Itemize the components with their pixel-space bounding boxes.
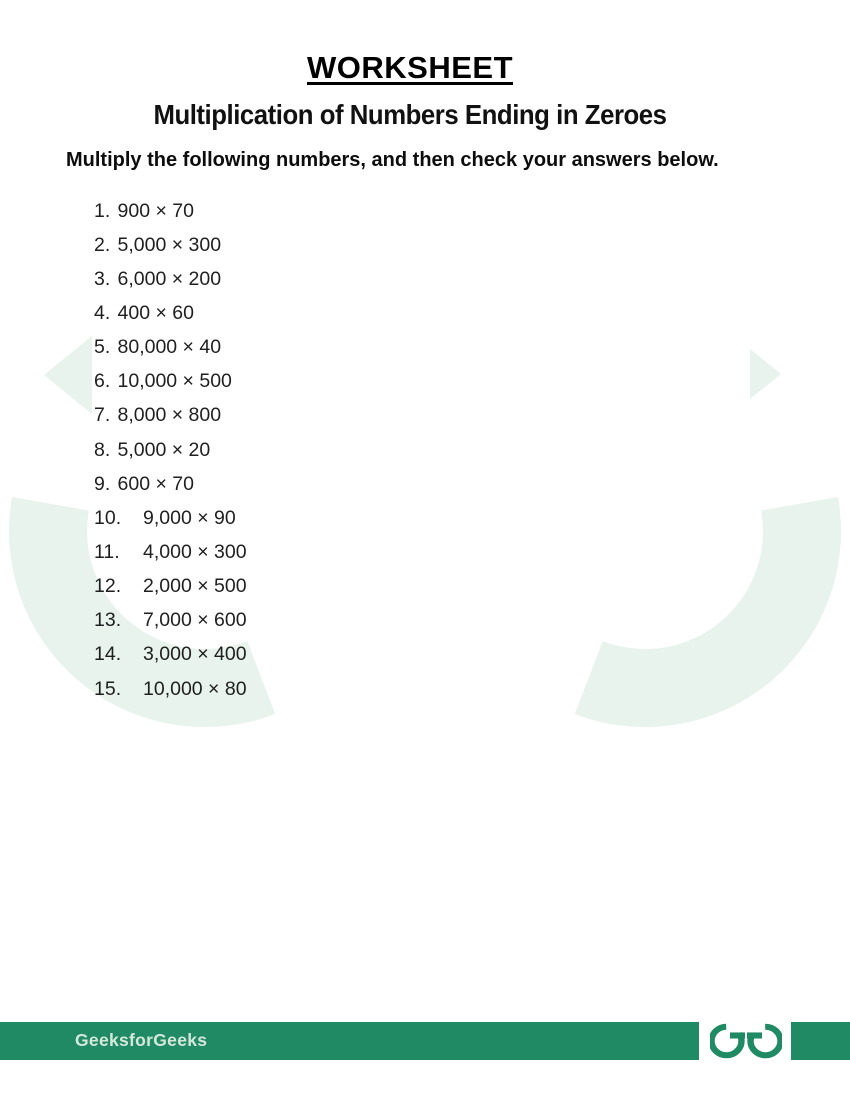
problem-row	[94, 433, 714, 467]
problem-number: 6.	[94, 370, 111, 393]
logo-left-g	[712, 1027, 742, 1056]
problem-row	[94, 399, 714, 433]
problem-expression: 4,000 × 300	[143, 540, 247, 563]
problem-list	[94, 194, 714, 706]
problem-number: 9.	[94, 472, 111, 495]
problem-expression: 10,000 × 500	[117, 370, 232, 393]
problem-number: 13.	[94, 609, 122, 632]
problem-expression: 80,000 × 40	[117, 336, 222, 359]
problem-number: 12.	[94, 575, 122, 598]
logo-left-bar	[730, 1032, 745, 1038]
page-title: WORKSHEET	[307, 50, 513, 85]
logo-right-bar	[747, 1032, 762, 1038]
problem-number: 11.	[94, 540, 120, 563]
problem-expression: 5,000 × 300	[117, 233, 222, 256]
logo-right-g	[751, 1027, 781, 1056]
problem-row	[94, 604, 714, 638]
problem-row	[94, 296, 714, 330]
problem-expression: 900 × 70	[117, 199, 194, 222]
problem-number: 1.	[94, 199, 111, 222]
problem-row	[94, 228, 714, 262]
problem-expression: 600 × 70	[117, 472, 194, 495]
problem-row	[94, 570, 714, 604]
problem-number: 7.	[94, 404, 111, 427]
problem-expression: 10,000 × 80	[143, 677, 247, 700]
problem-row	[94, 535, 714, 569]
problem-expression: 9,000 × 90	[143, 506, 236, 529]
problem-number: 14.	[94, 643, 122, 666]
problem-row	[94, 672, 714, 706]
problem-number: 3.	[94, 267, 111, 290]
problem-row	[94, 262, 714, 296]
problem-expression: 6,000 × 200	[117, 267, 222, 290]
problem-number: 10.	[94, 506, 122, 529]
problem-row	[94, 501, 714, 535]
page-subtitle: Multiplication of Numbers Ending in Zeroes	[153, 99, 667, 130]
problem-expression: 8,000 × 800	[117, 404, 222, 427]
footer-brand-text: GeeksforGeeks	[75, 1030, 208, 1050]
instruction-text: Multiply the following numbers, and then check your answers below.	[66, 149, 719, 171]
problem-row	[94, 194, 714, 228]
problem-row	[94, 331, 714, 365]
problem-number: 2.	[94, 233, 111, 256]
problem-expression: 2,000 × 500	[143, 575, 247, 598]
geeksforgeeks-logo-icon	[710, 1022, 782, 1060]
problem-number: 5.	[94, 336, 111, 359]
problem-number: 15.	[94, 677, 122, 700]
problem-expression: 5,000 × 20	[117, 438, 211, 461]
problem-row	[94, 467, 714, 501]
problem-number: 4.	[94, 301, 111, 324]
problem-number: 8.	[94, 438, 111, 461]
problem-expression: 400 × 60	[117, 301, 194, 324]
problem-row	[94, 365, 714, 399]
problem-expression: 7,000 × 600	[143, 609, 247, 632]
problem-row	[94, 638, 714, 672]
footer-bar-right	[791, 1022, 850, 1060]
problem-expression: 3,000 × 400	[143, 643, 247, 666]
